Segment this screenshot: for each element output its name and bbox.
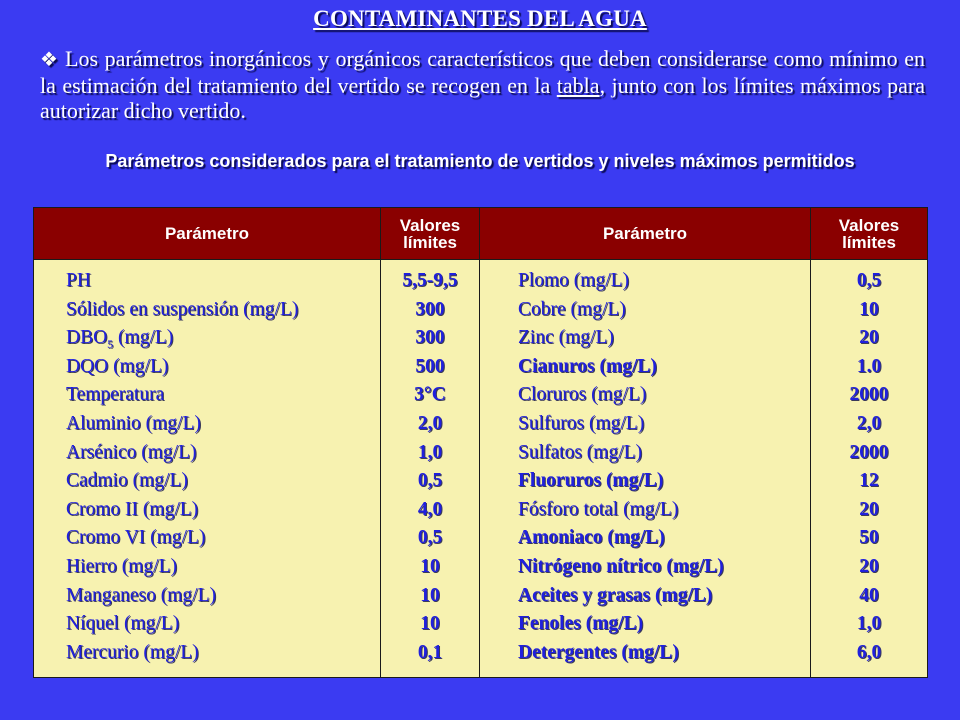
parameter-name: PH <box>66 270 91 291</box>
parameter-name: Zinc (mg/L) <box>518 327 614 349</box>
parameter-name: Cromo II (mg/L) <box>66 498 199 520</box>
parameter-value: 12 <box>859 470 879 492</box>
parameter-name <box>66 324 376 353</box>
parameter-value: 0,5 <box>856 270 882 291</box>
parameter-value: 40 <box>859 584 879 606</box>
parameter-name: Cianuros (mg/L) <box>518 355 657 377</box>
parameter-name: Arsénico (mg/L) <box>66 441 197 463</box>
parameter-name-subscript: 5 <box>107 337 114 352</box>
parameter-value: 1,0 <box>856 613 882 635</box>
parameter-value: 0,5 <box>417 470 443 492</box>
parameter-name: Nitrógeno nítrico (mg/L) <box>518 555 724 577</box>
intro-tabla-word: tabla <box>556 73 600 98</box>
parameter-value: 20 <box>859 555 879 577</box>
left-parameter-list <box>66 267 376 667</box>
parameter-name: Fósforo total (mg/L) <box>518 498 679 520</box>
parameter-value: 2000 <box>849 441 889 463</box>
parameter-value: 1.0 <box>856 355 882 377</box>
intro-paragraph <box>40 46 925 123</box>
parameter-name: Hierro (mg/L) <box>66 555 178 577</box>
parameter-name: Amoniaco (mg/L) <box>518 527 665 549</box>
parameter-name: Manganeso (mg/L) <box>66 584 217 606</box>
parameter-name: Plomo (mg/L) <box>518 270 630 291</box>
header-parametro-left: Parámetro <box>164 224 250 243</box>
column-divider <box>479 208 480 677</box>
parameter-value: 300 <box>415 298 445 320</box>
parameter-value: 6,0 <box>856 641 882 663</box>
parameter-value: 2000 <box>849 384 889 406</box>
parameter-value: 10 <box>420 584 440 606</box>
diamond-bullet-icon: ❖ <box>40 49 60 71</box>
parameter-value: 300 <box>415 327 445 349</box>
parameter-name: Cobre (mg/L) <box>518 298 626 320</box>
parameter-name: Sulfatos (mg/L) <box>518 441 643 463</box>
parameter-name: Níquel (mg/L) <box>66 613 180 635</box>
parameter-name: Aluminio (mg/L) <box>66 412 201 434</box>
parameter-value: 2,0 <box>417 412 443 434</box>
parameters-table <box>33 207 928 678</box>
parameter-value: 4,0 <box>417 498 443 520</box>
right-value-list <box>811 267 927 667</box>
parameter-value: 2,0 <box>856 412 882 434</box>
parameter-value: 50 <box>859 527 879 549</box>
header-valores-right: Valores límites <box>838 215 900 252</box>
right-parameter-list <box>518 267 808 667</box>
parameter-value: 500 <box>415 355 445 377</box>
parameter-name-base: DBO <box>66 327 108 349</box>
parameter-value: 10 <box>859 298 879 320</box>
header-parametro-right: Parámetro <box>602 224 688 243</box>
parameter-name: Cadmio (mg/L) <box>66 470 188 492</box>
left-value-list <box>381 267 479 667</box>
parameter-value: 3°C <box>414 384 446 406</box>
parameter-name: Aceites y grasas (mg/L) <box>518 584 713 606</box>
parameter-value: 0,1 <box>417 641 443 663</box>
intro-text-before: Los parámetros inorgánicos y orgánicos característicos que deben considerarse como mínimo en la estimación del tratamiento del vertido se recogen en la <box>40 46 925 98</box>
parameter-value: 20 <box>859 498 879 520</box>
parameter-name: Mercurio (mg/L) <box>66 641 199 663</box>
parameter-name: Sulfuros (mg/L) <box>518 412 645 434</box>
parameter-name-unit: (mg/L) <box>113 327 174 349</box>
parameter-name: Sólidos en suspensión (mg/L) <box>66 298 299 320</box>
parameter-name: Fluoruros (mg/L) <box>518 470 664 492</box>
header-valores-left: Valores límites <box>399 215 461 252</box>
parameter-value: 0,5 <box>417 527 443 549</box>
parameter-name: Fenoles (mg/L) <box>518 613 644 635</box>
table-caption: Parámetros considerados para el tratamiento de vertidos y niveles máximos permitidos <box>105 151 855 171</box>
parameter-value: 10 <box>420 613 440 635</box>
parameter-name: Detergentes (mg/L) <box>518 641 679 663</box>
intro-text-after: , junto con los límites máximos para autorizar dicho vertido. <box>40 73 925 123</box>
parameter-name: Temperatura <box>66 384 165 406</box>
parameter-name: DQO (mg/L) <box>66 355 169 377</box>
parameter-value: 1,0 <box>417 441 443 463</box>
parameter-name: Cromo VI (mg/L) <box>66 527 206 549</box>
parameter-value: 5,5-9,5 <box>402 270 458 291</box>
parameter-name: Cloruros (mg/L) <box>518 384 647 406</box>
page-title: CONTAMINANTES DEL AGUA <box>313 6 647 31</box>
parameter-value: 10 <box>420 555 440 577</box>
parameter-value: 20 <box>859 327 879 349</box>
